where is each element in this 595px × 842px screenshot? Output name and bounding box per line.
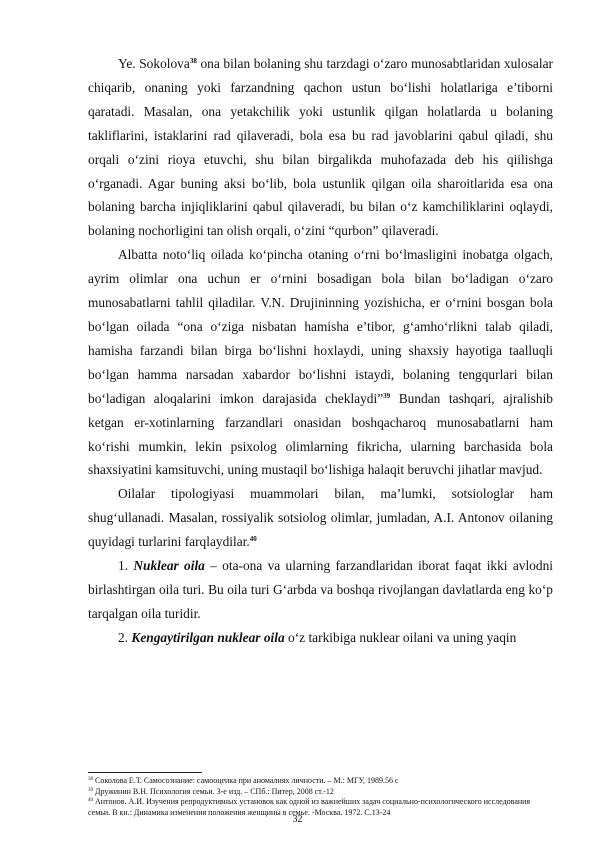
list-item-text: – ota-ona va ularning farzandlaridan iborat faqat ikki avlodni birlashtirgan oila turi. Bu oila turi G‘arbda va boshqa rivojlangan davlatlarda eng ko‘p tarqalgan oila turidir. <box>88 558 553 621</box>
footnote-number: 40 <box>88 798 93 804</box>
document-body <box>88 52 553 650</box>
footnote-text: Антонов. А.И. Изучения репродуктивных установок как одной из важнейших задач социально-психологического исследования семьи. В кн.: Динамика изменения положения женщины в семье. -Москва. 1972. С.13-24 <box>88 797 531 817</box>
footnotes <box>88 776 553 818</box>
term-extended-nuclear-family: Kengaytirilgan nuklear oila <box>131 629 285 645</box>
paragraph-drujinin <box>88 243 553 482</box>
paragraph-typology <box>88 482 553 554</box>
footnote-38 <box>88 776 553 787</box>
footnote-39 <box>88 787 553 798</box>
list-number: 1. <box>118 558 134 574</box>
page-number: 32 <box>292 814 303 825</box>
footnote-number: 38 <box>88 777 93 782</box>
footnote-separator <box>88 772 202 773</box>
list-item-extended-nuclear-family <box>88 626 553 650</box>
paragraph-text: Bundan tashqari, ajralishib ketgan er-xotinlarning farzandlari onasidan boshqacharoq munosabatlarni ham ko‘rishi mumkin, lekin psixolog olimlarning fikricha, ularning barchasida bola shaxsiyatini kamsituvchi, uning mustaqil bo‘lishiga halaqit beruvchi jihatlar mavjud. <box>88 390 554 478</box>
term-nuclear-family: Nuklear oila <box>133 558 205 574</box>
paragraph-text: ona bilan bolaning shu tarzdagi o‘zaro munosabtlaridan xulosalar chiqarib, onaning yoki farzandning qachon ustun bo‘lishi holatlariga e’tiborni qaratadi. Masalan, ona yetakchilik yoki ustunlik qilgan holatlarda u bolaning takliflarini, istaklarini rad qilaveradi, bola esa bu rad javoblarini qabul qiladi, shu orqali o‘zini rioya etuvchi, shu bilan birgalikda muhofazada deb his qiilishga o‘rganadi. Agar buning aksi bo‘lib, bola ustunlik qilgan oila sharoitlarida esa ona bolaning barcha injiqliklarini qabul qilaveradi, bu bilan o‘z kamchiliklarini oqlaydi, bolaning nochorligini tan olish orqali, o‘zini “qurbon” qilaveradi. <box>88 56 553 239</box>
footnote-number: 39 <box>88 787 93 793</box>
footnote-ref-38[interactable]: 38 <box>189 57 197 65</box>
paragraph-text: Albatta noto‘liq oilada ko‘pincha otaning o‘rni bo‘lmasligini inobatga olgach, ayrim olimlar ona uchun er o‘rnini bosadigan bola bilan bo‘ladigan o‘zaro munosabatlarni tahlil qiladilar. V.N. Drujininning yozishicha, er o‘rnini bosgan bola bo‘lgan oilada “ona o‘ziga nisbatan hamisha e’tibor, g‘amho‘rlikni talab qiladi, hamisha farzandi bilan birga bo‘lishni hoxlaydi, uning shaxsiy hayotiga taalluqli bo‘lgan hamma narsadan xabardor bo‘lishni istaydi, bolaning tengqurlari bilan bo‘ladigan aloqalarini imkon darajasida cheklaydi” <box>88 247 553 406</box>
paragraph-sokolova <box>88 52 553 243</box>
paragraph-text: Oilalar tipologiyasi muammolari bilan, ma’lumki, sotsiologlar ham shug‘ullanadi. Masalan, rossiyalik sotsiolog olimlar, jumladan, A.I. Antonov oilaning quyidagi turlarini farqlaydilar. <box>88 486 553 550</box>
footnote-ref-39[interactable]: 39 <box>383 391 391 400</box>
list-item-nuclear-family <box>88 554 553 626</box>
footnote-text: Соколова Е.Т. Самосознание: самооценка при аномалиях личности. – М.: МГУ, 1989.56 с <box>93 776 399 785</box>
list-number: 2. <box>118 629 132 645</box>
footnote-text: Дружинин В.Н. Психология семьи. 3-е изд. – СПб.: Питер, 2008 ст.-12 <box>93 786 334 796</box>
list-item-text: o‘z tarkibiga nuklear oilani va uning yaqin <box>284 629 517 645</box>
paragraph-text: Ye. Sokolova <box>118 56 190 71</box>
footnote-ref-40[interactable]: 40 <box>249 535 257 544</box>
